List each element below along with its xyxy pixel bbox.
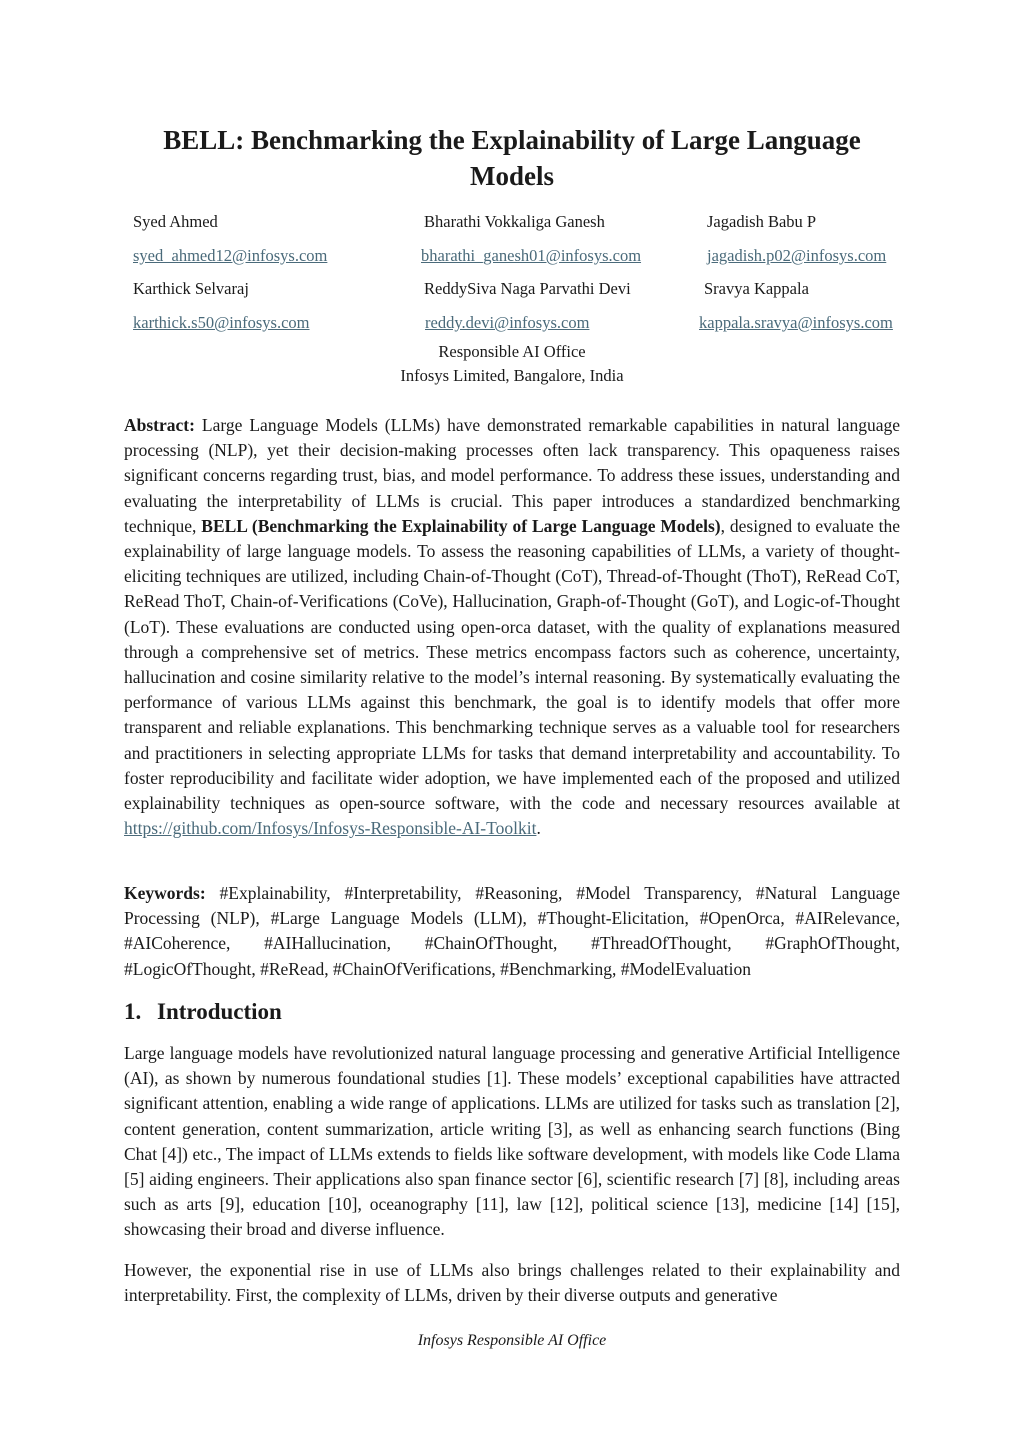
author-email-link[interactable]: jagadish.p02@infosys.com xyxy=(707,246,887,265)
abstract-end: . xyxy=(536,818,541,839)
author-name: Jagadish Babu P xyxy=(707,212,817,231)
affiliation-office: Responsible AI Office xyxy=(438,342,586,361)
section-heading xyxy=(124,996,282,1028)
github-link[interactable]: https://github.com/Infosys/Infosys-Responsible-AI-Toolkit xyxy=(124,818,537,839)
author-name: ReddySiva Naga Parvathi Devi xyxy=(424,279,631,298)
abstract-label: Abstract: xyxy=(124,415,195,435)
abstract xyxy=(124,413,900,841)
author-email-link[interactable]: bharathi_ganesh01@infosys.com xyxy=(421,246,642,265)
author-name: Karthick Selvaraj xyxy=(133,279,249,298)
abstract-bold-name: BELL (Benchmarking the Explainability of Large Language Models) xyxy=(201,515,721,536)
keywords xyxy=(124,881,900,982)
keywords-label: Keywords: xyxy=(124,883,206,903)
author-email-link[interactable]: karthick.s50@infosys.com xyxy=(133,313,310,332)
paper-title: BELL: Benchmarking the Explainability of Large Language Models xyxy=(163,125,861,191)
section-number: 1. xyxy=(124,999,142,1024)
author-name: Bharathi Vokkaliga Ganesh xyxy=(424,212,605,231)
author-email-link[interactable]: syed_ahmed12@infosys.com xyxy=(133,246,328,265)
affiliation-org: Infosys Limited, Bangalore, India xyxy=(400,366,624,385)
keywords-text: #Explainability, #Interpretability, #Reasoning, #Model Transparency, #Natural Language Processing (NLP), #Large Language Models (LLM), #Thought-Elicitation, #OpenOrca, #AIRelevance, #AICoherence, #AIHallucination, #ChainOfThought, #ThreadOfThought, #GraphOfThought, #LogicOfThought, #ReRead, #ChainOfVerifications, #Benchmarking, #ModelEvaluation xyxy=(124,883,900,979)
intro-paragraph-2: However, the exponential rise in use of LLMs also brings challenges related to their explainability and interpretability. First, the complexity of LLMs, driven by their diverse outputs and generative xyxy=(124,1260,900,1306)
abstract-text-cont: , designed to evaluate the explainability of large language models. To assess the reasoning capabilities of LLMs, a variety of thought-eliciting techniques are utilized, including Chain-of-Thought (CoT), Thread-of-Thought (ThoT), ReRead CoT, ReRead ThoT, Chain-of-Verifications (CoVe), Hallucination, Graph-of-Thought (GoT), and Logic-of-Thought (LoT). These evaluations are conducted using open-orca dataset, with the quality of explanations measured through a comprehensive set of metrics. These metrics encompass factors such as coherence, uncertainty, hallucination and cosine similarity relative to the model’s internal reasoning. By systematically evaluating the performance of various LLMs against this benchmark, the goal is to identify models that offer more transparent and reliable explanations. This benchmarking technique serves as a valuable tool for researchers and practitioners in selecting appropriate LLMs for tasks that demand interpretability and accountability. To foster reproducibility and facilitate wider adoption, we have implemented each of the proposed and utilized explainability techniques as open-source software, with the code and necessary resources available at xyxy=(124,515,900,814)
author-email-link[interactable]: kappala.sravya@infosys.com xyxy=(699,313,893,332)
author-name: Syed Ahmed xyxy=(133,212,218,231)
author-name: Sravya Kappala xyxy=(704,279,809,298)
intro-paragraph-1: Large language models have revolutionized natural language processing and generative Artificial Intelligence (AI), as shown by numerous foundational studies [1]. These models’ exceptional capabilities have attracted significant attention, enabling a wide range of applications. LLMs are utilized for tasks such as translation [2], content generation, content summarization, article writing [3], as well as enhancing search functions (Bing Chat [4]) etc., The impact of LLMs extends to fields like software development, with models like Code Llama [5] aiding engineers. Their applications also span finance sector [6], scientific research [7] [8], including areas such as arts [9], education [10], oceanography [11], law [12], political science [13], medicine [14] [15], showcasing their broad and diverse influence. xyxy=(124,1043,900,1240)
author-email-link[interactable]: reddy.devi@infosys.com xyxy=(425,313,590,332)
section-title: Introduction xyxy=(157,999,282,1024)
abstract-text: Large Language Models (LLMs) have demonstrated remarkable capabilities in natural language processing (NLP), yet their decision-making processes often lack transparency. This opaqueness raises significant concerns regarding trust, bias, and model performance. To address these issues, understanding and evaluating the interpretability of LLMs is crucial. This paper introduces a standardized benchmarking technique, xyxy=(124,415,900,536)
page-footer: Infosys Responsible AI Office xyxy=(417,1332,607,1349)
